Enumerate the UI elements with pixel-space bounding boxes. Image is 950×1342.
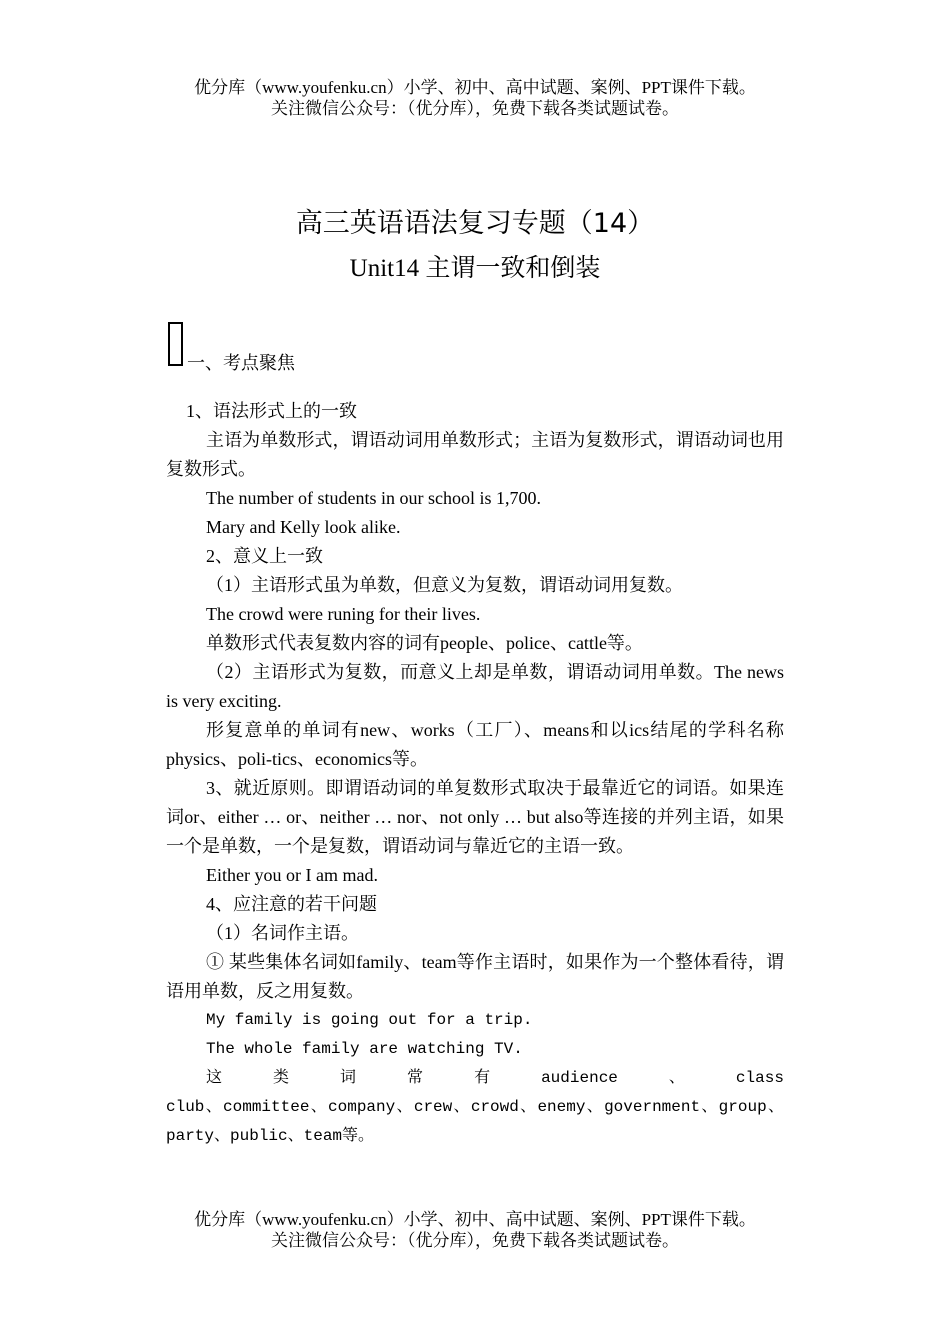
point-4-heading: 4、应注意的若干问题 (206, 894, 377, 914)
page-footer (0, 1209, 950, 1251)
page-header (0, 77, 950, 119)
example-sentence: The crowd were runing for their lives. (206, 604, 481, 624)
word: 、 (668, 1069, 685, 1087)
document-body (166, 397, 784, 1151)
header-line-2: 关注微信公众号：（优分库），免费下载各类试题试卷。 (271, 99, 679, 118)
example-sentence: My family is going out for a trip. (206, 1011, 533, 1029)
word: 类 (273, 1069, 290, 1087)
checkbox-glyph-icon (168, 322, 183, 366)
word: 词 (340, 1069, 357, 1087)
paragraph: ① 某些集体名词如family、team等作主语时，如果作为一个整体看待，谓语用单数，反之用复数。 (166, 952, 784, 1001)
point-2-heading: 2、意义上一致 (206, 546, 323, 566)
paragraph: （1）主语形式虽为单数，但意义为复数，谓语动词用复数。 (206, 575, 683, 595)
example-sentence: Mary and Kelly look alike. (206, 517, 401, 537)
word: 有 (474, 1069, 491, 1087)
word: audience (541, 1069, 618, 1087)
paragraph: 单数形式代表复数内容的词有people、police、cattle等。 (206, 633, 643, 653)
sub-heading: （1）名词作主语。 (206, 923, 359, 943)
example-sentence: The number of students in our school is 1,700. (206, 488, 541, 508)
document-subtitle: Unit14 主谓一致和倒装 (349, 255, 601, 282)
footer-line-1: 优分库（www.youfenku.cn）小学、初中、高中试题、案例、PPT课件下载。 (194, 1210, 756, 1229)
paragraph: （2）主语形式为复数，而意义上却是单数，谓语动词用单数。The news is very exciting. (166, 662, 784, 711)
point-1-heading: 1、语法形式上的一致 (186, 401, 357, 421)
header-line-1: 优分库（www.youfenku.cn）小学、初中、高中试题、案例、PPT课件下载。 (194, 78, 756, 97)
word: class (735, 1069, 784, 1087)
example-sentence: Either you or I am mad. (206, 865, 378, 885)
point-3-paragraph: 3、就近原则。即谓语动词的单复数形式取决于最靠近它的词语。如果连词or、either … or、neither … nor、not only … but also等连接的并列主语，如果一个是单数，一个是复数，谓语动词与靠近它的主语一致。 (166, 778, 784, 856)
paragraph: 主语为单数形式，谓语动词用单数形式；主语为复数形式，谓语动词也用复数形式。 (166, 430, 784, 479)
section-heading: 一、考点聚焦 (187, 353, 295, 373)
word: 这 (206, 1069, 223, 1087)
example-sentence: The whole family are watching TV. (206, 1040, 523, 1058)
word-list-continuation: club、committee、company、crew、crowd、enemy、government、group、party、public、team等。 (166, 1098, 784, 1145)
word-list-line (166, 1064, 784, 1093)
footer-line-2: 关注微信公众号：（优分库），免费下载各类试题试卷。 (271, 1231, 679, 1250)
word: 常 (407, 1069, 424, 1087)
document-title: 高三英语语法复习专题（14） (295, 208, 655, 239)
paragraph: 形复意单的单词有new、works（工厂）、means和以ics结尾的学科名称physics、poli-tics、economics等。 (166, 720, 784, 769)
